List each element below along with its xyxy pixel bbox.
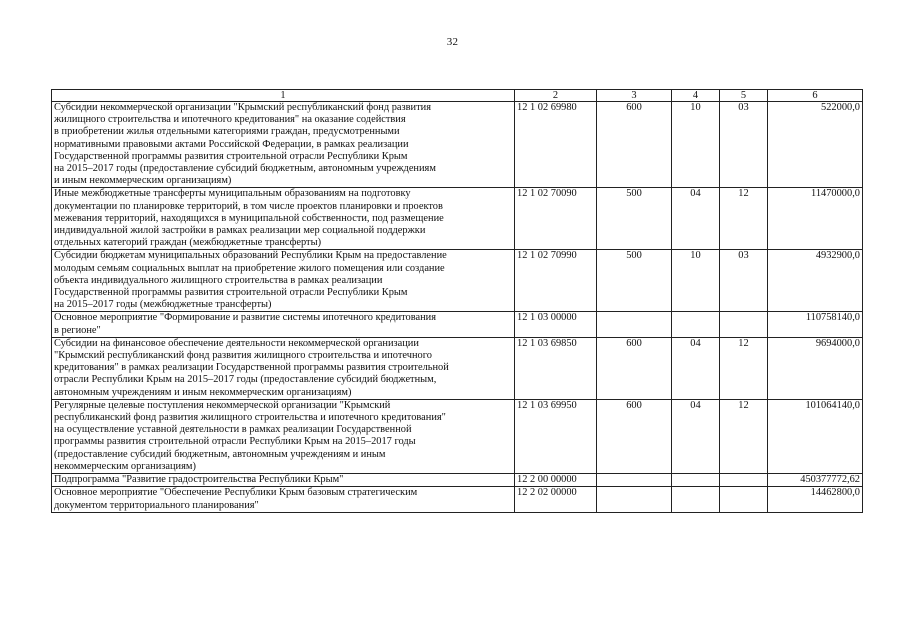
column-header-2: 2 [515,90,597,102]
subsection: 03 [720,250,768,312]
row-description: Основное мероприятие "Обеспечение Республики Крым базовым стратегическим документом территориального планирования" [52,487,515,512]
row-description: Субсидии некоммерческой организации "Крымский республиканский фонд развития жилищного строительства и ипотечного кредитования" на оказание содействия в приобретении жилья отдельными категориями граждан, предусмотренными нормативными правовыми актами Российской Федерации, в рамках реализации Государственной программы развития строительной отрасли Республики Крым на 2015–2017 годы (предоставление субсидий бюджетным, автономным учреждениям и иным некоммерческим организациям) [52,102,515,188]
amount: 4932900,0 [768,250,863,312]
section: 04 [672,188,720,250]
row-description: Субсидии на финансовое обеспечение деятельности некоммерческой организации "Крымский республиканский фонд развития жилищного строительства и ипотечного кредитования" в рамках реализации Государственной программы развития строительной отрасли Республики Крым на 2015–2017 годы (предоставление субсидий бюджетным, автономным учреждениям и иным некоммерческим организациям) [52,337,515,399]
budget-code: 12 1 03 00000 [515,312,597,337]
table-row [52,487,863,512]
section [672,474,720,487]
table-row [52,250,863,312]
column-header-1: 1 [52,90,515,102]
row-description: Иные межбюджетные трансферты муниципальным образованиям на подготовку документации по планировке территорий, в том числе проектов планировки и проектов межевания территорий, находящихся в муниципальной собственности, под размещение индивидуальной жилой застройки в рамках реализации мер социальной поддержки отдельных категорий граждан (межбюджетные трансферты) [52,188,515,250]
section [672,312,720,337]
budget-code: 12 1 03 69950 [515,399,597,473]
amount: 522000,0 [768,102,863,188]
table-row [52,188,863,250]
row-description: Субсидии бюджетам муниципальных образований Республики Крым на предоставление молодым семьям социальных выплат на приобретение жилого помещения или создание объекта индивидуального жилищного строительства в рамках реализации Государственной программы развития строительной отрасли Республики Крым на 2015–2017 годы (межбюджетные трансферты) [52,250,515,312]
section: 10 [672,250,720,312]
subsection: 12 [720,337,768,399]
table-row [52,399,863,473]
budget-code: 12 1 03 69850 [515,337,597,399]
column-header-3: 3 [597,90,672,102]
budget-code: 12 2 02 00000 [515,487,597,512]
budget-code: 12 1 02 69980 [515,102,597,188]
amount: 101064140,0 [768,399,863,473]
row-description: Регулярные целевые поступления некоммерческой организации "Крымский республиканский фонд развития жилищного строительства и ипотечного кредитования" на осуществление уставной деятельности в рамках реализации Государственной программы развития строительной отрасли Республики Крым на 2015–2017 годы (предоставление субсидий бюджетным, автономным учреждениям и иным некоммерческим организациям) [52,399,515,473]
table-row [52,312,863,337]
row-description: Основное мероприятие "Формирование и развитие системы ипотечного кредитования в регионе" [52,312,515,337]
amount: 14462800,0 [768,487,863,512]
subsection [720,474,768,487]
amount: 9694000,0 [768,337,863,399]
amount: 11470000,0 [768,188,863,250]
subsection [720,487,768,512]
column-header-4: 4 [672,90,720,102]
budget-code: 12 1 02 70990 [515,250,597,312]
expense-type: 600 [597,337,672,399]
column-header-6: 6 [768,90,863,102]
expense-type: 500 [597,188,672,250]
column-header-5: 5 [720,90,768,102]
section: 04 [672,337,720,399]
header-row [52,90,863,102]
expense-type [597,487,672,512]
budget-table [51,89,863,513]
budget-code: 12 2 00 00000 [515,474,597,487]
table-row [52,474,863,487]
section: 10 [672,102,720,188]
subsection [720,312,768,337]
expense-type [597,474,672,487]
row-description: Подпрограмма "Развитие градостроительства Республики Крым" [52,474,515,487]
subsection: 12 [720,188,768,250]
table-row [52,337,863,399]
expense-type: 600 [597,102,672,188]
amount: 450377772,62 [768,474,863,487]
page-number: 32 [446,36,459,48]
subsection: 12 [720,399,768,473]
subsection: 03 [720,102,768,188]
expense-type [597,312,672,337]
section [672,487,720,512]
expense-type: 600 [597,399,672,473]
section: 04 [672,399,720,473]
budget-code: 12 1 02 70090 [515,188,597,250]
expense-type: 500 [597,250,672,312]
table-row [52,102,863,188]
amount: 110758140,0 [768,312,863,337]
